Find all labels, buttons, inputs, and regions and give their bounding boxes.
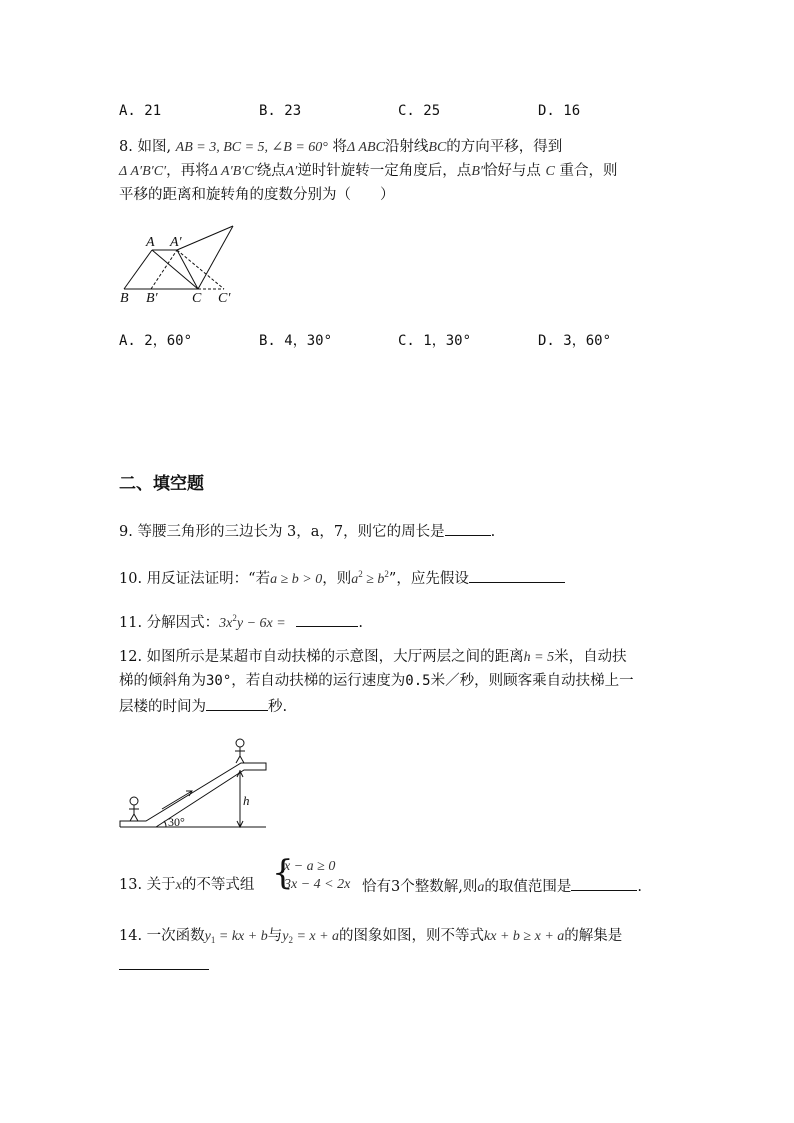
q8-triangle-figure	[114, 222, 244, 308]
q8-line2	[119, 161, 618, 182]
label-a-prime: A′	[170, 235, 182, 250]
person-top	[235, 739, 245, 763]
label-c: C	[192, 291, 202, 306]
math: x	[175, 878, 182, 893]
text: ，再将	[166, 163, 210, 179]
question-number: 8.	[119, 139, 133, 155]
text: 米／秒，则顾客乘自动扶梯上一	[430, 673, 634, 689]
answer-blank[interactable]	[119, 969, 209, 970]
text: 的取值范围是	[484, 879, 572, 895]
text: 如图所示是某超市自动扶梯的示意图，大厅两层之间的距离	[146, 649, 524, 665]
text: ，则	[322, 571, 352, 587]
answer-blank[interactable]	[206, 695, 268, 711]
q11	[119, 608, 363, 634]
inequality-1: x − a ≥ 0	[284, 859, 336, 874]
q8-line3: 平移的距离和旋转角的度数分别为（ ）	[119, 187, 395, 203]
math: 3x	[219, 616, 233, 631]
math: A′	[285, 164, 298, 179]
label-angle: 30°	[168, 815, 185, 829]
text: 分解因式：	[146, 615, 220, 631]
q8-line1	[119, 137, 562, 158]
q12-line2	[119, 671, 634, 691]
text: 恰好与点	[482, 163, 541, 179]
text: .	[490, 524, 496, 540]
segment-a1-c	[177, 250, 198, 289]
q10	[119, 564, 565, 590]
text: 与	[267, 928, 283, 944]
text: 一次函数	[146, 928, 205, 944]
text: 重合，则	[559, 163, 618, 179]
math: a	[351, 572, 359, 587]
text: 绕点	[256, 163, 286, 179]
math: 30°	[206, 673, 232, 689]
segment-a1-top	[177, 226, 233, 250]
escalator-figure	[116, 735, 270, 835]
q7-option-b: B. 23	[259, 103, 302, 119]
text: ”，应先假设	[388, 571, 469, 587]
question-number: 12.	[119, 649, 143, 665]
text: 的方向平移，得到	[446, 139, 563, 155]
answer-blank[interactable]	[445, 520, 491, 536]
math: y	[204, 929, 211, 944]
q9	[119, 520, 495, 542]
q12-line3	[119, 695, 287, 717]
math: Δ ABC	[347, 140, 385, 155]
text: ，若自动扶梯的运行速度为	[231, 673, 406, 689]
question-number: 11.	[119, 615, 143, 631]
math: a	[477, 880, 485, 895]
label-b-prime: B′	[146, 291, 158, 306]
math: a ≥ b > 0	[270, 572, 323, 587]
brace: {	[272, 853, 294, 893]
label-c-prime: C′	[218, 291, 231, 306]
text: 梯的倾斜角为	[119, 673, 206, 689]
q14	[119, 926, 622, 950]
text: 等腰三角形的三边长为 3，a，7，则它的周长是	[137, 524, 445, 540]
q8-option-c: C. 1，30°	[398, 333, 472, 349]
angle-arc	[164, 821, 166, 827]
inequality-2: 3x − 4 < 2x	[284, 877, 351, 892]
person-bottom	[129, 797, 139, 821]
segment-c-top	[198, 226, 233, 289]
text: .	[637, 879, 642, 895]
text: 关于	[146, 877, 176, 893]
question-number: 10.	[119, 571, 143, 587]
math: = x + a	[292, 929, 340, 944]
q7-option-c: C. 25	[398, 103, 441, 119]
superscript: 2	[358, 569, 363, 579]
condition-math: AB = 3, BC = 5, ∠B = 60°	[175, 140, 328, 155]
subscript: 1	[210, 935, 216, 945]
text: 层楼的时间为	[119, 699, 206, 715]
segment-ab	[124, 250, 152, 289]
dashed-b1-a1	[151, 250, 177, 289]
q13	[119, 875, 254, 896]
text: 沿射线	[384, 139, 429, 155]
label-h: h	[243, 793, 250, 808]
math: kx + b ≥ x + a	[484, 929, 565, 944]
text: 的不等式组	[181, 877, 255, 893]
answer-blank[interactable]	[571, 875, 637, 891]
text: 如图,	[137, 139, 172, 155]
answer-blank[interactable]	[296, 611, 358, 627]
math: ≥ b	[362, 572, 385, 587]
text: 的图象如图，则不等式	[339, 928, 485, 944]
q8-option-b: B. 4，30°	[259, 333, 333, 349]
math: y	[282, 929, 289, 944]
text: 恰有3个整数解,则	[362, 879, 478, 895]
q7-option-d: D. 16	[538, 103, 581, 119]
text: 用反证法证明：“若	[146, 571, 271, 587]
q7-option-a: A. 21	[119, 103, 162, 119]
question-number: 13.	[119, 877, 143, 893]
q12-line1	[119, 647, 627, 668]
text: .	[358, 615, 363, 631]
text: 的解集是	[564, 928, 623, 944]
text: 秒.	[268, 699, 288, 715]
math: B′	[471, 164, 483, 179]
math: C	[545, 164, 555, 179]
q8-option-d: D. 3，60°	[538, 333, 612, 349]
math: = kx + b	[215, 929, 268, 944]
answer-blank[interactable]	[469, 567, 565, 583]
q13-tail	[362, 875, 642, 898]
q8-option-a: A. 2，60°	[119, 333, 193, 349]
math: 0.5	[405, 673, 431, 689]
math: Δ A′B′C′	[209, 164, 257, 179]
math: y − 6x =	[236, 616, 286, 631]
question-number: 9.	[119, 524, 133, 540]
math: BC	[428, 140, 447, 155]
text: 将	[332, 139, 347, 155]
text: 米，自动扶	[554, 649, 627, 665]
superscript: 2	[384, 569, 389, 579]
section-title: 二、填空题	[119, 474, 204, 494]
subscript: 2	[288, 935, 293, 945]
question-number: 14.	[119, 928, 143, 944]
math: Δ A′B′C′	[119, 164, 167, 179]
math: h = 5	[523, 650, 555, 665]
label-b: B	[120, 291, 129, 306]
segment-ac	[152, 250, 198, 289]
superscript: 2	[232, 613, 237, 623]
text: 逆时针旋转一定角度后，点	[297, 163, 472, 179]
label-a: A	[146, 235, 155, 250]
